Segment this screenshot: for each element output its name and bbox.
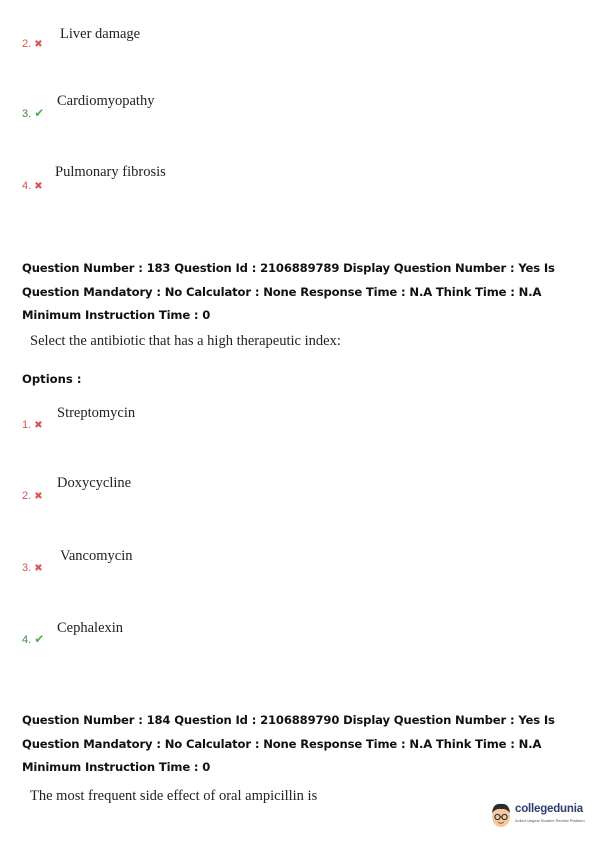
option-row — [0, 405, 595, 453]
wrong-mark-icon: ✖ — [34, 420, 43, 431]
wrong-mark-icon: ✖ — [34, 39, 43, 50]
option-row — [0, 93, 595, 141]
mascot-icon — [489, 801, 513, 829]
option-number: 4. ✖ — [22, 180, 43, 192]
wrong-mark-icon: ✖ — [34, 181, 43, 192]
option-text: Vancomycin — [60, 548, 133, 564]
option-text: Pulmonary fibrosis — [55, 164, 166, 180]
option-number: 3. ✖ — [22, 562, 43, 574]
option-row — [0, 475, 595, 523]
option-number: 4. ✔ — [22, 632, 45, 646]
logo-tagline: India's largest Student Review Platform — [515, 818, 585, 823]
question-text: Select the antibiotic that has a high therapeutic index: — [30, 333, 341, 349]
wrong-mark-icon: ✖ — [34, 491, 43, 502]
option-row — [0, 164, 595, 212]
option-number: 3. ✔ — [22, 106, 45, 120]
wrong-mark-icon: ✖ — [34, 563, 43, 574]
option-text: Doxycycline — [57, 475, 132, 491]
option-number: 1. ✖ — [22, 419, 43, 431]
collegedunia-logo — [489, 801, 589, 831]
option-text: Liver damage — [60, 26, 141, 42]
correct-check-icon: ✔ — [34, 106, 45, 120]
correct-check-icon: ✔ — [34, 632, 45, 646]
question-meta: Question Number : 183 Question Id : 2106889789 Display Question Number : Yes Is Question Mandatory : No Calculator : None Response Time : N.A Think Time : N.A Minimum Instruction Time : 0 — [22, 261, 555, 322]
option-row — [0, 620, 595, 668]
option-number: 2. ✖ — [22, 38, 43, 50]
option-row — [0, 26, 595, 74]
option-text: Cardiomyopathy — [57, 93, 155, 109]
option-text: Cephalexin — [57, 620, 124, 636]
option-number: 2. ✖ — [22, 490, 43, 502]
option-row — [0, 548, 595, 596]
option-text: Streptomycin — [57, 405, 136, 421]
question-text: The most frequent side effect of oral ampicillin is — [30, 788, 318, 804]
question-meta: Question Number : 184 Question Id : 2106889790 Display Question Number : Yes Is Question Mandatory : No Calculator : None Response Time : N.A Think Time : N.A Minimum Instruction Time : 0 — [22, 713, 555, 774]
options-label: Options : — [22, 372, 82, 386]
logo-brand-text: collegedunia — [515, 803, 583, 815]
